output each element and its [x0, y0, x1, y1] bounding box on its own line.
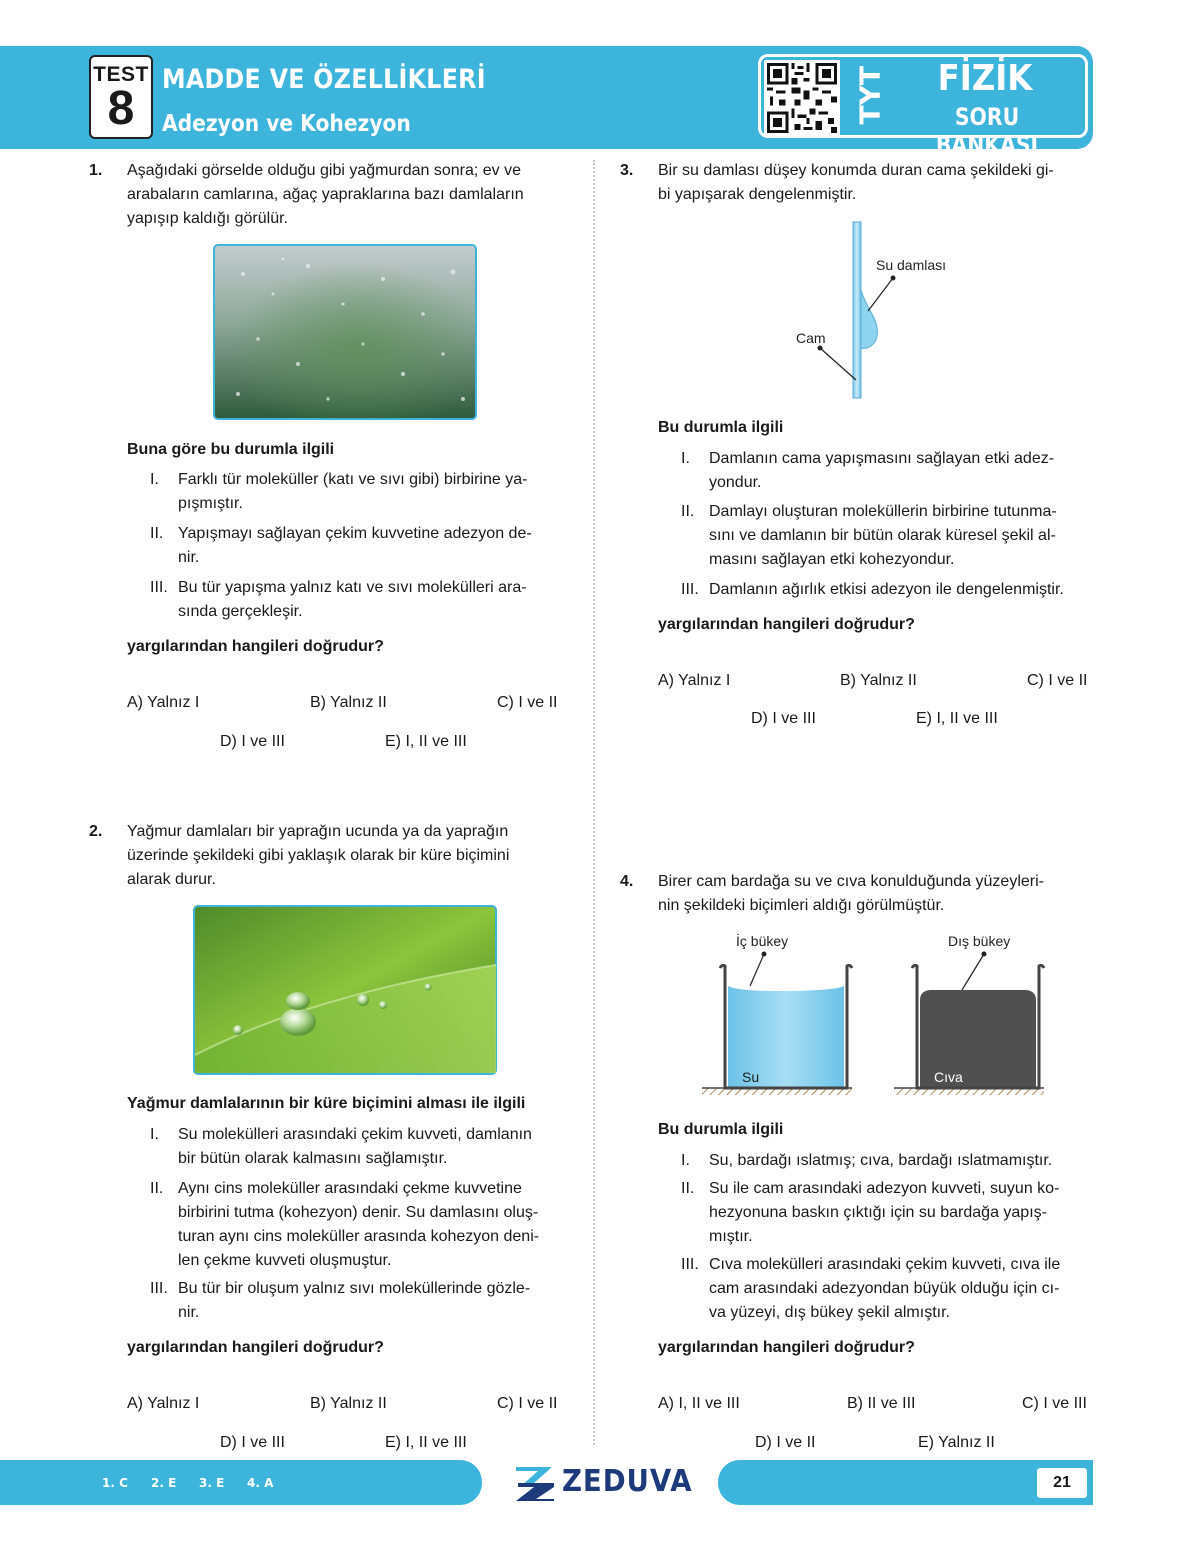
statement-line: Cıva molekülleri arasındaki çekim kuvveti, cıva ile	[709, 1256, 1061, 1273]
q3-text	[658, 159, 1054, 207]
q1-text-line: yapışıp kaldığı görülür.	[127, 210, 288, 227]
q4-number: 4.	[620, 873, 634, 890]
roman-numeral: III.	[681, 581, 699, 598]
q4-statement-1	[681, 1149, 1101, 1173]
q4-text-line: Birer cam bardağa su ve cıva konulduğunda yüzeyleri-	[658, 873, 1044, 890]
answer-key-3: 3. E	[199, 1476, 225, 1490]
q1-text-line: Aşağıdaki görselde olduğu gibi yağmurdan sonra; ev ve	[127, 162, 522, 179]
q1-text-line: arabaların camlarına, ağaç yapraklarına bazı damlaların	[127, 186, 524, 203]
q1-statement-2	[150, 522, 570, 570]
page-subtitle: Adezyon ve Kohezyon	[162, 111, 411, 137]
statement-line: bir bütün olarak kalmasını sağlamıştır.	[178, 1150, 448, 1167]
glass-label: Cam	[796, 330, 826, 346]
qr-code-icon[interactable]	[764, 60, 840, 136]
statement-line: Damlanın ağırlık etkisi adezyon ile dengelenmiştir.	[709, 581, 1064, 598]
answer-key-4: 4. A	[247, 1476, 274, 1490]
q4-lead: Bu durumla ilgili	[658, 1121, 784, 1138]
q4-statement-3	[681, 1253, 1101, 1325]
statement-line: va yüzeyi, dış bükey şekil almıştır.	[709, 1304, 950, 1321]
q3-text-line: bi yapışarak dengelenmiştir.	[658, 186, 857, 203]
answer-key-1: 1. C	[102, 1476, 128, 1490]
q3-number: 3.	[620, 162, 634, 179]
statement-line: nir.	[178, 1304, 200, 1321]
roman-numeral: I.	[681, 450, 690, 467]
q4-statement-2	[681, 1177, 1101, 1249]
roman-numeral: III.	[681, 1256, 699, 1273]
water-drop	[861, 290, 877, 348]
statement-line: Farklı tür moleküller (katı ve sıvı gibi) birbirine ya-	[178, 471, 528, 488]
q3-text-line: Bir su damlası düşey konumda duran cama şekildeki gi-	[658, 162, 1054, 179]
brand-name: ZEDUVA	[562, 1464, 693, 1499]
q2-statement-3	[150, 1277, 570, 1325]
q1-question: yargılarından hangileri doğrudur?	[127, 638, 384, 655]
statement-line: Bu tür bir oluşum yalnız sıvı moleküllerinde gözle-	[178, 1280, 531, 1297]
glasses-meniscus-figure	[698, 928, 1066, 1100]
subject-label: FİZİK	[937, 58, 1033, 99]
statement-line: mıştır.	[709, 1228, 753, 1245]
q1-option-e[interactable]: E) I, II ve III	[385, 733, 467, 750]
q1-option-d[interactable]: D) I ve III	[220, 733, 285, 750]
statement-line: Su molekülleri arasındaki çekim kuvveti, damlanın	[178, 1126, 532, 1143]
statement-line: masını sağlayan etki kohezyondur.	[709, 551, 955, 568]
q2-lead: Yağmur damlalarının bir küre biçimini alması ile ilgili	[127, 1095, 526, 1112]
q2-option-e[interactable]: E) I, II ve III	[385, 1434, 467, 1451]
water-drop-on-glass-figure	[780, 218, 980, 402]
q1-statement-3	[150, 576, 570, 624]
footer-left-bar	[0, 1460, 482, 1505]
q3-lead: Bu durumla ilgili	[658, 419, 784, 436]
statement-line: Yapışmayı sağlayan çekim kuvvetine adezyon de-	[178, 525, 532, 542]
q1-option-c[interactable]: C) I ve II	[497, 694, 558, 711]
zeduva-logo-icon	[512, 1463, 558, 1503]
q2-text-line: alarak durur.	[127, 871, 216, 888]
q2-statement-2	[150, 1177, 570, 1273]
page-title: MADDE VE ÖZELLİKLERİ	[162, 64, 486, 95]
drop-label: Su damlası	[876, 257, 947, 273]
q3-statement-2	[681, 500, 1101, 572]
roman-numeral: III.	[150, 579, 168, 596]
statement-line: hezyonuna baskın çıktığı için su bardağa yapış-	[709, 1204, 1047, 1221]
q2-statement-1	[150, 1123, 570, 1171]
roman-numeral: II.	[681, 503, 695, 520]
q1-lead: Buna göre bu durumla ilgili	[127, 441, 335, 458]
q4-option-d[interactable]: D) I ve II	[755, 1434, 816, 1451]
q2-option-c[interactable]: C) I ve II	[497, 1395, 558, 1412]
roman-numeral: II.	[150, 1180, 164, 1197]
roman-numeral: I.	[681, 1152, 690, 1169]
test-label: TEST	[93, 63, 149, 86]
q3-option-d[interactable]: D) I ve III	[751, 710, 816, 727]
test-number: 8	[107, 82, 135, 135]
statement-line: Damlayı oluşturan moleküllerin birbirine tutunma-	[709, 503, 1057, 520]
statement-line: sında gerçekleşir.	[178, 603, 303, 620]
roman-numeral: I.	[150, 471, 159, 488]
answer-key-2: 2. E	[151, 1476, 177, 1490]
q3-option-b[interactable]: B) Yalnız II	[840, 672, 917, 689]
roman-numeral: III.	[150, 1280, 168, 1297]
q4-option-e[interactable]: E) Yalnız II	[918, 1434, 995, 1451]
q4-text	[658, 870, 1044, 918]
roman-numeral: II.	[681, 1180, 695, 1197]
q3-option-a[interactable]: A) Yalnız I	[658, 672, 731, 689]
q1-text	[127, 159, 524, 231]
q2-question: yargılarından hangileri doğrudur?	[127, 1339, 384, 1356]
statement-line: nir.	[178, 549, 200, 566]
q3-option-c[interactable]: C) I ve II	[1027, 672, 1088, 689]
statement-line: Su, bardağı ıslatmış; cıva, bardağı ıslatmamıştır.	[709, 1152, 1053, 1169]
concave-label: İç bükey	[736, 933, 789, 949]
statement-line: Damlanın cama yapışmasını sağlayan etki adez-	[709, 450, 1055, 467]
roman-numeral: I.	[150, 1126, 159, 1143]
q1-number: 1.	[89, 162, 103, 179]
q1-option-b[interactable]: B) Yalnız II	[310, 694, 387, 711]
q2-option-b[interactable]: B) Yalnız II	[310, 1395, 387, 1412]
page-number: 21	[1037, 1468, 1087, 1498]
statement-line: cam arasındaki adezyondan büyük olduğu için cı-	[709, 1280, 1060, 1297]
q2-text-line: üzerinde şekildeki gibi yaklaşık olarak bir küre biçimini	[127, 847, 510, 864]
q3-option-e[interactable]: E) I, II ve III	[916, 710, 998, 727]
column-divider	[593, 160, 595, 1445]
q4-text-line: nin şekildeki biçimleri aldığı görülmüştür.	[658, 897, 945, 914]
q4-question: yargılarından hangileri doğrudur?	[658, 1339, 915, 1356]
statement-line: len çekme kuvveti oluşmuştur.	[178, 1252, 392, 1269]
statement-line: turan aynı cins moleküller arasında kohezyon deni-	[178, 1228, 540, 1245]
q2-option-d[interactable]: D) I ve III	[220, 1434, 285, 1451]
q3-statement-3	[681, 578, 1101, 602]
q3-statement-1	[681, 447, 1101, 495]
water-label: Su	[742, 1069, 760, 1085]
statement-line: Su ile cam arasındaki adezyon kuvveti, suyun ko-	[709, 1180, 1060, 1197]
q1-statement-1	[150, 468, 570, 516]
q4-option-b[interactable]: B) II ve III	[847, 1395, 916, 1412]
statement-line: yondur.	[709, 474, 762, 491]
rain-window-photo	[213, 244, 477, 420]
exam-label: TYT	[853, 66, 887, 125]
statement-line: Aynı cins moleküller arasındaki çekme kuvvetine	[178, 1180, 522, 1197]
glass-plate	[853, 222, 861, 398]
book-label: SORU BANKASI	[935, 103, 1039, 159]
q4-option-a[interactable]: A) I, II ve III	[658, 1395, 740, 1412]
roman-numeral: II.	[150, 525, 164, 542]
q2-number: 2.	[89, 823, 103, 840]
statement-line: sını ve damlanın bir bütün olarak küresel şekil al-	[709, 527, 1056, 544]
statement-line: pışmıştır.	[178, 495, 243, 512]
q2-text-line: Yağmur damlaları bir yaprağın ucunda ya da yaprağın	[127, 823, 509, 840]
statement-line: birbirini tutma (kohezyon) denir. Su damlasını oluş-	[178, 1204, 539, 1221]
convex-label: Dış bükey	[948, 933, 1011, 949]
test-badge	[89, 55, 153, 139]
q2-option-a[interactable]: A) Yalnız I	[127, 1395, 200, 1412]
q1-option-a[interactable]: A) Yalnız I	[127, 694, 200, 711]
mercury-label: Cıva	[934, 1069, 963, 1085]
q2-text	[127, 820, 509, 892]
q3-question: yargılarından hangileri doğrudur?	[658, 616, 915, 633]
leaf-drop-photo	[193, 905, 497, 1075]
statement-line: Bu tür yapışma yalnız katı ve sıvı molekülleri ara-	[178, 579, 527, 596]
q4-option-c[interactable]: C) I ve III	[1022, 1395, 1087, 1412]
